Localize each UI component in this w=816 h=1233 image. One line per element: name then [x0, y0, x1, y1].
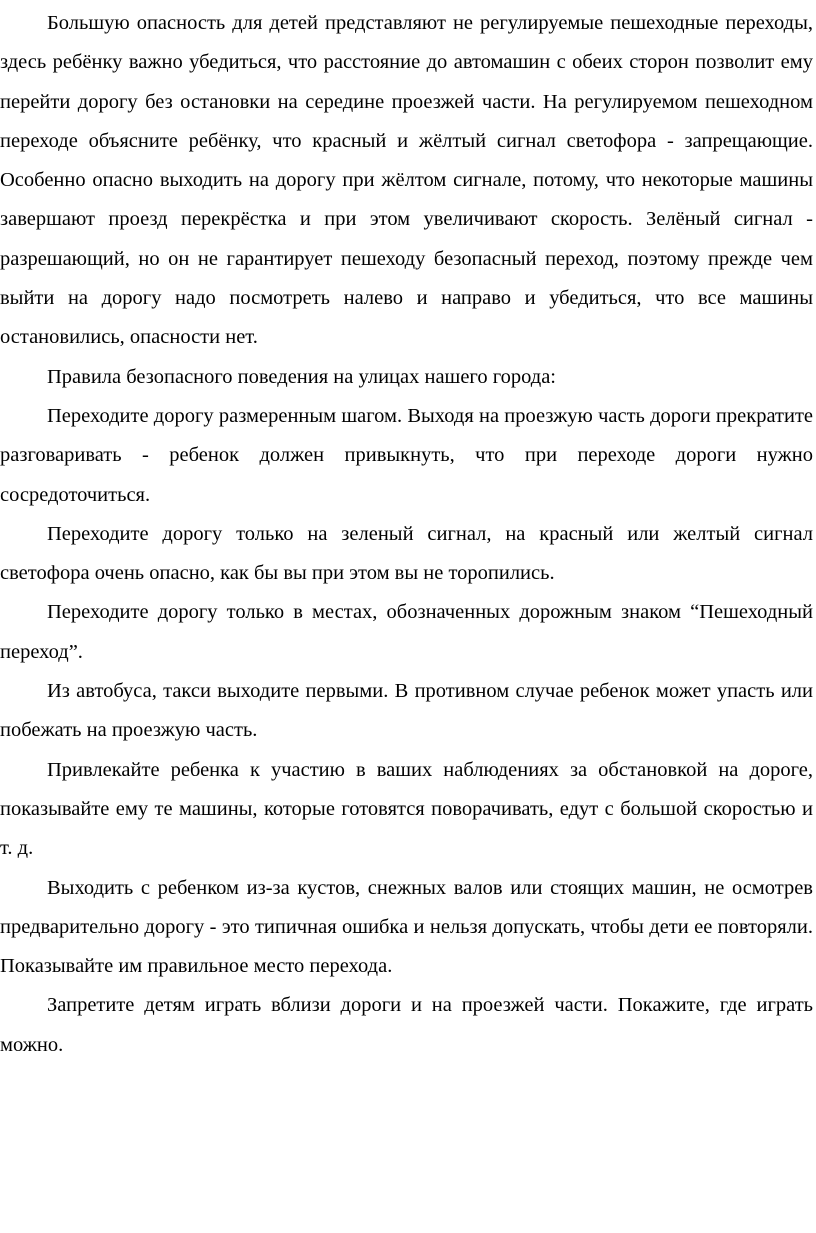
document-body	[0, 4, 813, 1065]
paragraph-crossing-dangers: Большую опасность для детей представляют не регулируемые пешеходные переходы, здесь ребёнку важно убедиться, что расстояние до автомашин с обеих сторон позволит ему перейти дорогу без остановки на середине проезжей части. На регулируемом пешеходном переходе объясните ребёнку, что красный и жёлтый сигнал светофора - запрещающие. Особенно опасно выходить на дорогу при жёлтом сигнале, потому, что некоторые машины завершают проезд перекрёстка и при этом увеличивают скорость. Зелёный сигнал - разрешающий, но он не гарантирует пешеходу безопасный переход, поэтому прежде чем выйти на дорогу надо посмотреть налево и направо и убедиться, что все машины остановились, опасности нет.	[0, 12, 813, 349]
paragraph-rule-obstacles: Выходить с ребенком из-за кустов, снежных валов или стоящих машин, не осмотрев предварительно дорогу - это типичная ошибка и нельзя допускать, чтобы дети ее повторяли. Показывайте им правильное место перехода.	[0, 876, 813, 978]
paragraph-rule-measured-step: Переходите дорогу размеренным шагом. Выходя на проезжую часть дороги прекратите разговаривать - ребенок должен привыкнуть, что при переходе дороги нужно сосредоточиться.	[0, 404, 813, 506]
paragraph-rules-heading: Правила безопасного поведения на улицах нашего города:	[47, 365, 556, 388]
paragraph-rule-exit-bus: Из автобуса, такси выходите первыми. В противном случае ребенок может упасть или побежать на проезжую часть.	[0, 680, 813, 742]
paragraph-rule-green-signal: Переходите дорогу только на зеленый сигнал, на красный или желтый сигнал светофора очень опасно, как бы вы при этом вы не торопились.	[0, 522, 813, 585]
paragraph-rule-no-play-near-road: Запретите детям играть вблизи дороги и на проезжей части. Покажите, где играть можно.	[0, 994, 813, 1056]
paragraph-rule-crosswalk-sign: Переходите дорогу только в местах, обозначенных дорожным знаком “Пешеходный переход”.	[0, 601, 813, 663]
paragraph-rule-observe-traffic: Привлекайте ребенка к участию в ваших наблюдениях за обстановкой на дороге, показывайте ему те машины, которые готовятся поворачивать, едут с большой скоростью и т. д.	[0, 758, 813, 860]
